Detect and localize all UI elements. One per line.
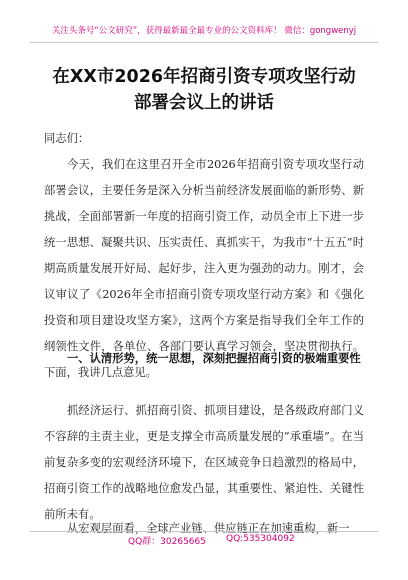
paragraph-section1: 抓经济运行、抓招商引资、抓项目建设，是各级政府部门义不容辞的主责主业，更是支撑全市高质量发展的“承重墙”。在当前复杂多变的宏观经济环境下，在区域竞争日趋激烈的格局中，招商引资工作的战略地位愈发凸显，其重要性、紧迫性、关键性前所未有。 (44, 404, 364, 521)
header-divider (30, 42, 378, 43)
document-title-line1: 在XX市2026年招商引资专项攻坚行动 (52, 67, 356, 87)
header-banner: 关注头条号“公文研究”，获得最新最全最专业的公文资料库！ 微信：gongwenyj (51, 26, 357, 36)
section-heading-1: 一、认清形势，统一思想，深刻把握招商引资的极端重要性 (67, 352, 361, 365)
paragraph-intro: 今天，我们在这里召开全市2026年招商引资专项攻坚行动部署会议，主要任务是深入分析当前经济发展面临的新形势、新挑战，全面部署新一年度的招商引资工作，动员全市上下进一步统一思想、凝聚共识、压实责任、真抓实干，为我市“十五五”时期高质量发展开好局、起好步，注入更为强劲的动力。刚才，会议审议了《2026年全市招商引资专项攻坚行动方案》和《强化投资和项目建设攻坚方案》，这两个方案是指导我们全年工作的纲领性文件，各单位、各部门要认真学习领会，坚决贯彻执行。下面，我讲几点意见。 (44, 158, 364, 379)
paragraph-macro: 从宏观层面看，全球产业链、供应链正在加速重构，新一 (67, 522, 350, 535)
footer-qq-group: QQ群：30265665 (128, 537, 206, 547)
document-title-line2: 部署会议上的讲话 (134, 93, 274, 113)
footer-qq-contact: QQ:535304092 (226, 534, 295, 544)
salutation: 同志们： (44, 132, 90, 145)
footer-divider (30, 531, 378, 532)
